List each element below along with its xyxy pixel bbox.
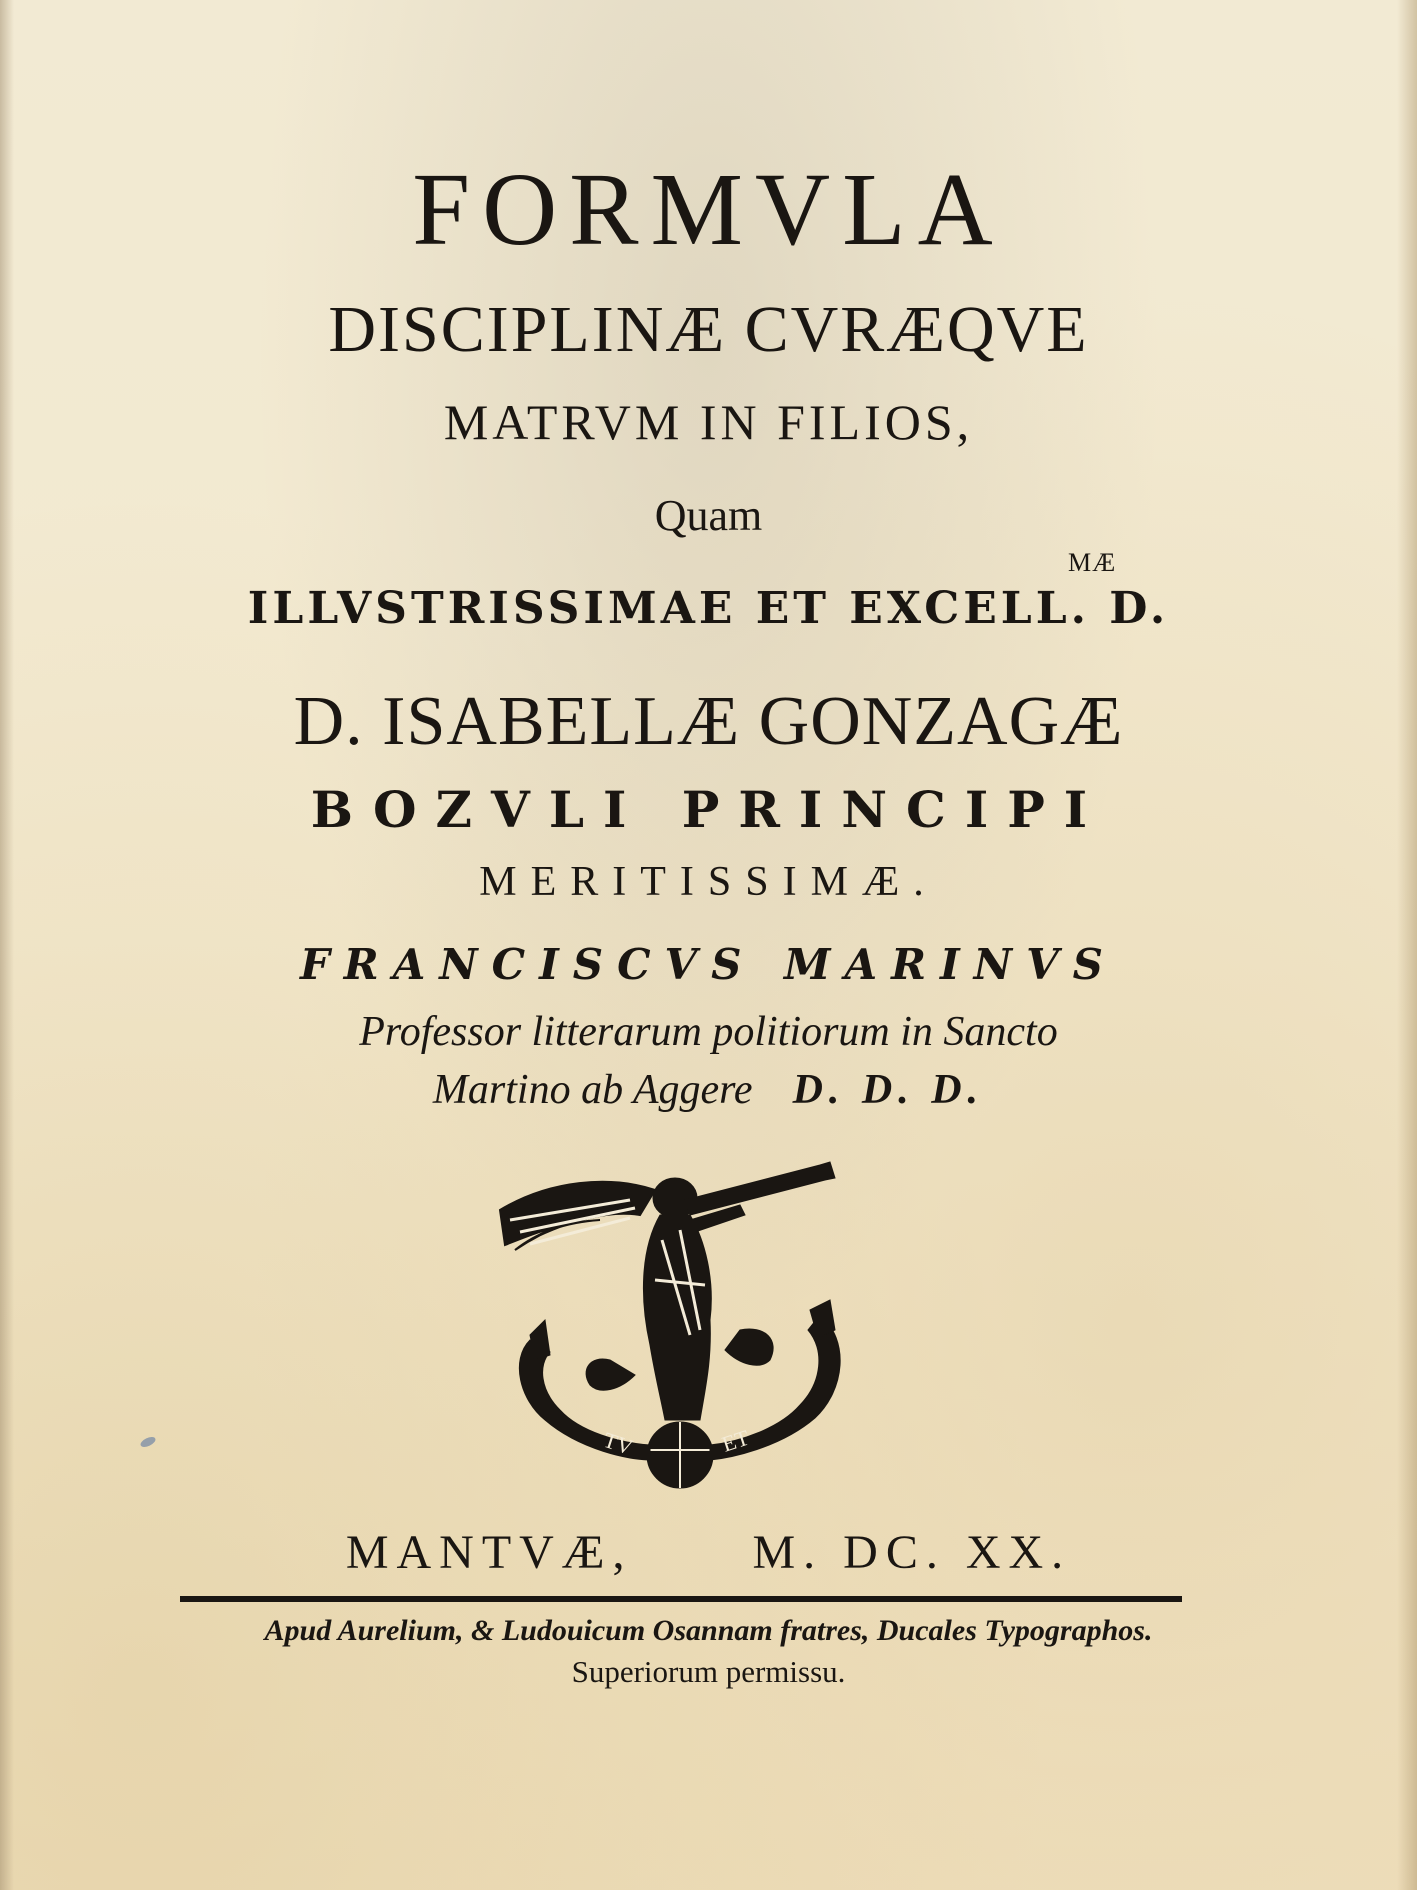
imprint-place-year [0,1525,1417,1580]
svg-text:ET: ET [718,1424,753,1457]
author-name: FRANCISCVS MARINVS [299,940,1117,989]
superscript-mae: MÆ [1068,548,1117,577]
subtitle-line-2: MATRVM IN FILIOS, [443,394,974,450]
permission-line: Superiorum permissu. [571,1654,846,1689]
subtitle-line-1: DISCIPLINÆ CVRÆQVE [328,293,1089,366]
imprint-place: MANTVÆ, [345,1526,633,1579]
quam-word: Quam [654,491,763,540]
author-description-line-1: Professor litterarum politiorum in Sancto [359,1009,1058,1055]
imprint-year: M. DC. XX. [752,1526,1072,1579]
printer-line: Apud Aurelium, & Ludouicum Osannam fratres, Ducales Typographos. [264,1614,1153,1647]
author-ddd: D. D. D. [792,1067,985,1113]
imprint-rule [180,1596,1182,1602]
dedicatee-line-3: BOZVLI PRINCIPI [310,780,1107,839]
book-title: FORMVLA [412,152,1005,267]
ink-spot [139,1435,157,1449]
author-description-line-2 [0,1066,1417,1114]
dedicatee-line-2: D. ISABELLÆ GONZAGÆ [293,683,1124,760]
dedicatee-line-1: ILLVSTRISSIMAE ET EXCELL. D. [247,583,1170,634]
printers-device-fame-icon [490,1160,870,1500]
svg-text:TV: TV [600,1426,637,1460]
author-place: Martino ab Aggere [432,1067,753,1113]
dedicatee-line-4: MERITISSIMÆ. [479,859,938,905]
